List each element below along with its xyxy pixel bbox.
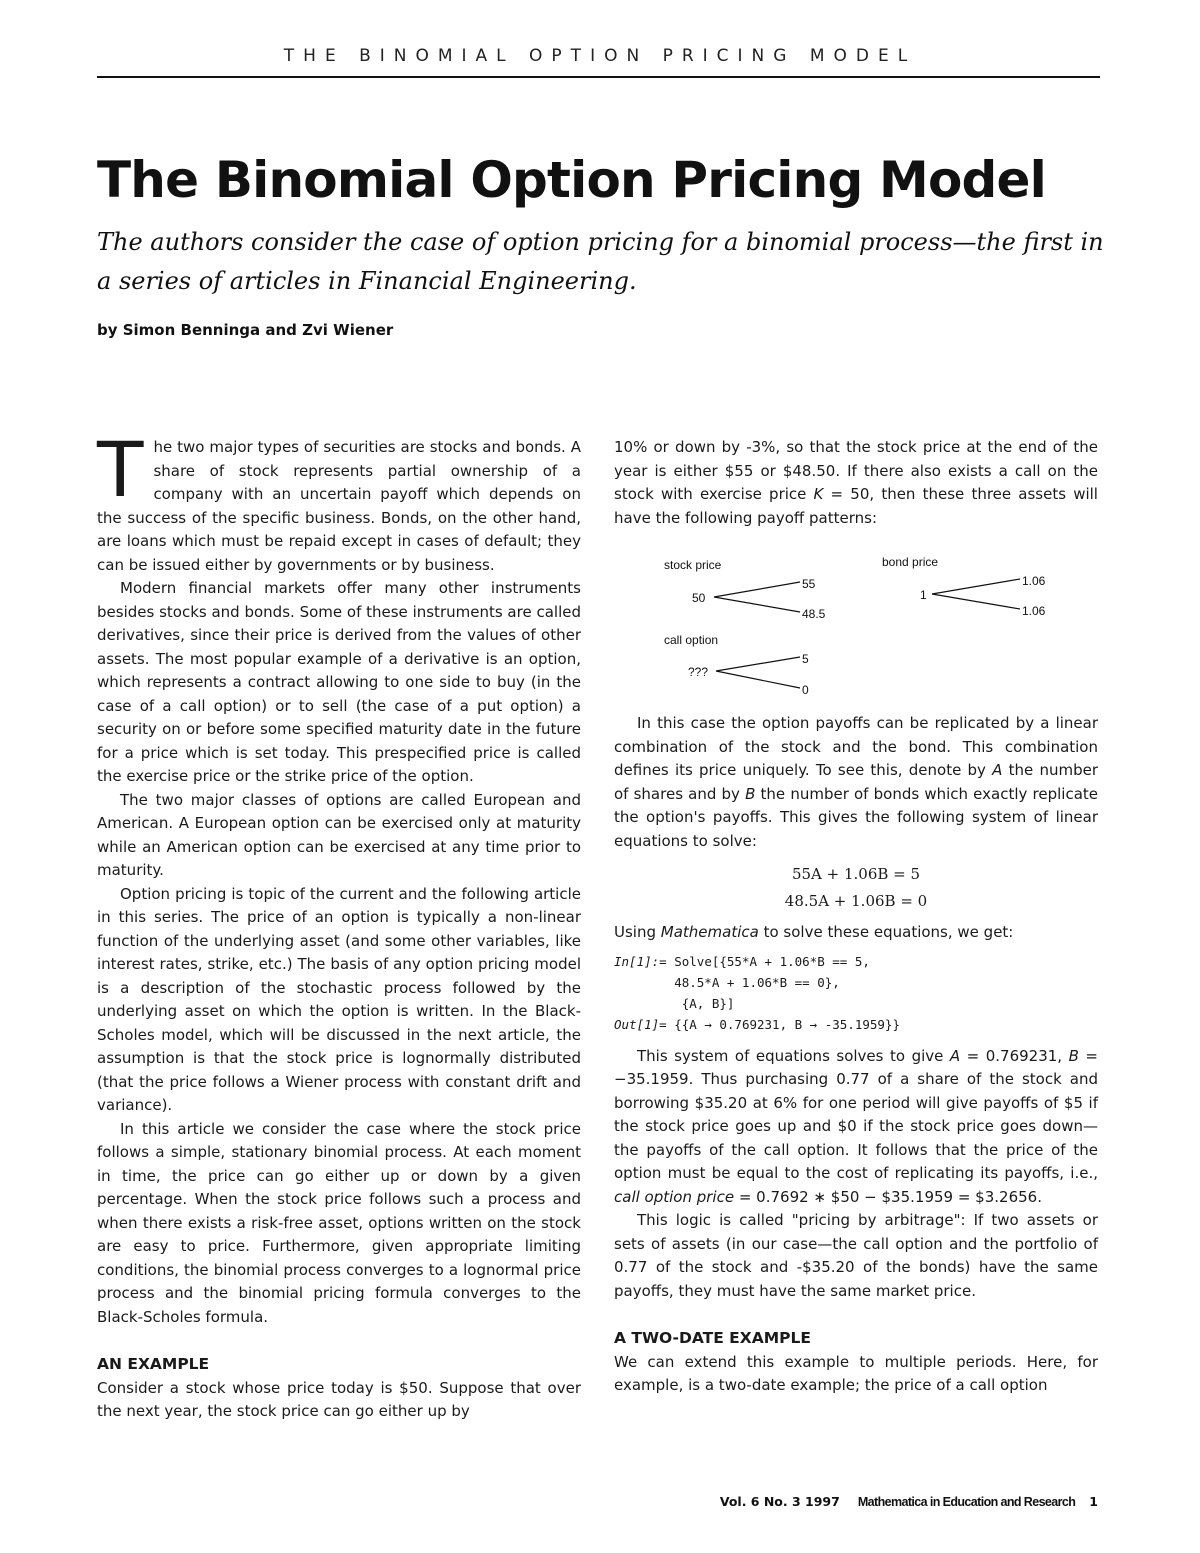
stock-price-tree [664,558,826,621]
paragraph-option-classes: The two major classes of options are called European and American. A European option can be exercised only at maturity while an American option can be exercised at any time prior to maturity. [97,790,581,879]
equation-1: 55A + 1.06B = 5 [791,865,921,883]
article-subtitle: The authors consider the case of option pricing for a binomial process—the first in a series of articles in Financial Engineering. [97,228,1104,295]
linear-equations [614,861,1098,915]
math-var-b: B [745,784,756,803]
call-down-branch [716,671,800,688]
paragraph-solution [614,1045,1098,1210]
paragraph-intro-text: he two major types of securities are stocks and bonds. A share of stock represents partial ownership of a company with an uncertain payoff which depends on the success of the specific business. Bonds, on the other hand, are loans which must be repaid except in cases of default; they can be issued either by governments or by business. [97,438,581,574]
math-var-a: A [992,761,1003,779]
text-run: Using [614,923,661,941]
text-run: In this case the option payoffs can be replicated by a linear combination of the stock and the bond. This combination defines its price uniquely. To see this, denote by [614,714,1098,779]
math-var-a: A [949,1046,961,1065]
call-option-price-term: call option price [614,1187,735,1206]
equation-2: 48.5A + 1.06B = 0 [784,892,928,910]
math-var-k: K [813,485,824,503]
stock-tree-root: 50 [692,591,706,605]
paragraph-option-pricing: Option pricing is topic of the current and the following article in this series. The price of an option is typically a non-linear function of the underlying asset (and some other variables, like interest rates, strike, etc.) The basis of any option pricing model is a description of the stochastic process followed by the underlying asset on which the option is written. In the Black-Scholes model, which will be discussed in the next article, the assumption is that the stock price is lognormally distributed (that the price follows a Wiener process with constant drift and variance). [97,884,581,1114]
mathematica-name: Mathematica [660,923,759,941]
page-number: 1 [1089,1494,1098,1509]
call-up-branch [716,657,800,671]
text-run: = 50, then these three assets will have the following payoff patterns: [614,485,1098,527]
page-footer [0,1494,1098,1509]
article-title: The Binomial Option Pricing Model [97,151,1046,209]
text-run: the number of shares and by [614,761,1098,803]
text-run: = 0.7692 ∗ $50 − $35.1959 = $3.2656. [734,1187,1042,1206]
text-run: to solve these equations, we get: [758,923,1014,941]
left-column [97,425,581,1424]
paragraph-binomial-process: In this article we consider the case where the stock price follows a simple, stationary binomial process. At each moment in time, the price can go either up or down by a given percentage. When the stock price follows such a process and when there exists a risk-free asset, options written on the stock are easy to price. Furthermore, given appropriate limiting conditions, the binomial process converges to a lognormal price process and the binomial pricing formula converges to the Black-Scholes formula. [97,1119,581,1326]
code-line: {A, B}] [614,995,735,1011]
bond-tree-label: bond price [882,555,939,569]
text-run: = −35.1959. Thus purchasing 0.77 of a share of the stock and borrowing $35.20 at 6% for one period will give payoffs of $5 if the stock price goes up and $0 if the stock price goes down—the payoffs of the call option. It follows that the price of the option must be equal to the cost of replicating its payoffs, i.e., [614,1046,1098,1182]
byline: by Simon Benninga and Zvi Wiener [97,321,394,339]
mathematica-code-block [614,951,1098,1035]
section-heading-an-example: AN EXAMPLE [97,1355,210,1373]
call-tree-down: 0 [802,683,809,697]
paragraph-derivatives: Modern financial markets offer many other instruments besides stocks and bonds. Some of these instruments are called derivatives, since their price is derived from the values of other assets. The most popular example of a derivative is an option, which represents a contract allowing to one side to buy (in the case of a call option) or to sell (the case of a put option) a security on or before some specified maturity date in the future for a price which is set today. This prespecified price is called the exercise price or the strike price of the option. [97,579,581,785]
stock-down-branch [714,597,800,612]
bond-down-branch [932,594,1020,609]
text-run: 10% or down by -3%, so that the stock price at the end of the year is either $55 or $48.50. If there also exists a call on the stock with exercise price [614,438,1098,503]
call-option-tree [664,633,809,697]
bond-price-tree [882,555,1046,618]
drop-cap: T [97,425,144,514]
footer-volume: Vol. 6 No. 3 1997 [719,1494,840,1509]
code-output: {{A → 0.769231, B → -35.1959}} [666,1016,900,1032]
call-tree-label: call option [664,633,719,647]
paragraph-replication [614,712,1098,853]
code-line: 48.5*A + 1.06*B == 0}, [614,974,840,990]
running-head: THE BINOMIAL OPTION PRICING MODEL [283,46,917,66]
payoff-trees-diagram [614,542,1098,702]
code-in-label: In[1]:= [614,953,667,969]
stock-tree-down: 48.5 [802,607,826,621]
call-tree-up: 5 [802,652,809,666]
text-run: = 0.769231, [960,1046,1069,1065]
paragraph-arbitrage: This logic is called "pricing by arbitrage": If two assets or sets of assets (in our case—the call option and the portfolio of 0.77 of the stock and -$35.20 of the bonds) have the same payoffs, they must have the same market price. [614,1211,1098,1300]
stock-tree-label: stock price [664,558,722,572]
text-run: the number of bonds which exactly replicate the option's payoffs. This gives the following system of linear equations to solve: [614,784,1098,850]
footer-journal: Mathematica in Education and Research [857,1495,1076,1509]
bond-tree-root: 1 [920,588,927,602]
paragraph-intro [97,425,581,577]
math-var-b: B [1068,1046,1079,1065]
bond-tree-down: 1.06 [1022,604,1046,618]
section-heading-two-date-example: A TWO-DATE EXAMPLE [614,1329,811,1347]
right-column [614,436,1098,1398]
bond-tree-up: 1.06 [1022,574,1046,588]
stock-up-branch [714,582,800,597]
bond-up-branch [932,579,1020,594]
paragraph-payoff-patterns [614,436,1098,530]
stock-tree-up: 55 [802,577,816,591]
call-tree-root: ??? [688,665,709,679]
paragraph-two-date-start: We can extend this example to multiple periods. Here, for example, is a two-date example; the price of a call option [614,1352,1098,1394]
text-run: This system of equations solves to give [637,1046,950,1065]
code-line: Solve[{55*A + 1.06*B == 5, [666,953,870,969]
header-rule [97,76,1100,78]
code-out-label: Out[1]= [614,1016,667,1032]
paragraph-example-start: Consider a stock whose price today is $50. Suppose that over the next year, the stock price can go either up by [97,1378,581,1420]
paragraph-using-mathematica [614,921,1098,945]
